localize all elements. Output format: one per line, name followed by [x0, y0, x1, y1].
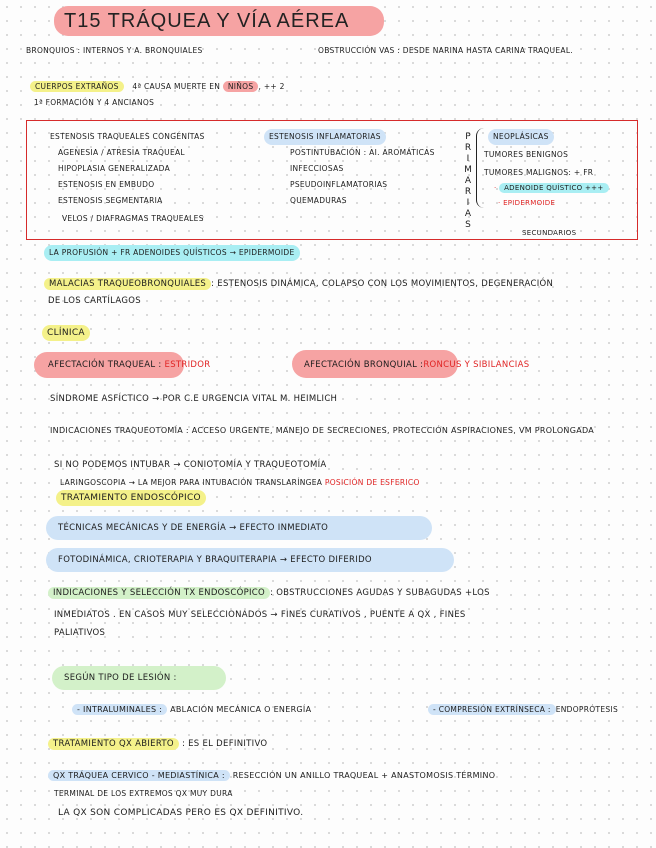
intraluminales-label: - INTRALUMINALES : — [72, 704, 167, 715]
foreign-body-line2: 1ª FORMACIÓN Y 4 ANCIANOS — [34, 98, 155, 107]
foreign-body-label: CUERPOS EXTRAÑOS — [30, 81, 124, 92]
box-left-item: AGENESIA / ATRESIA TRAQUEAL — [58, 148, 185, 157]
box-mid-item: POSTINTUBACIÓN : AI. AROMÁTICAS — [290, 148, 435, 157]
qx-last-line: LA QX SON COMPLICADAS PERO ES QX DEFINITIVO. — [58, 808, 304, 818]
box-right-sub1: · ADENOIDE QUÍSTICO +++ — [494, 181, 609, 195]
laringoscopia: LARINGOSCOPIA → LA MEJOR PARA INTUBACIÓN TRANSLARÍNGEA POSICIÓN DE ESFERICO — [60, 478, 420, 487]
tratamiento-endoscopico: TRATAMIENTO ENDOSCÓPICO — [56, 490, 206, 506]
bronquios-note: BRONQUIOS : INTERNOS Y A. BRONQUIALES — [26, 46, 203, 55]
malacias-line — [44, 277, 553, 291]
box-left-item: VELOS / DIAFRAGMAS TRAQUEALES — [62, 214, 204, 223]
foreign-body-text2: , ++ 2 — [258, 82, 285, 91]
fotodinamica: FOTODINÁMICA, CRIOTERAPIA Y BRAQUITERAPIA → EFECTO DIFERIDO — [58, 555, 372, 565]
intraluminales-text: ABLACIÓN MECÁNICA O ENERGÍA — [170, 705, 312, 714]
clinica-heading: CLÍNICA — [42, 325, 90, 341]
obstruccion-note: OBSTRUCCIÓN VAS : DESDE NARINA HASTA CARINA TRAQUEAL. — [318, 46, 574, 55]
indicaciones-tx-label: INDICACIONES Y SELECCIÓN TX ENDOSCÓPICO — [48, 587, 270, 599]
indicaciones-traqueotomia: INDICACIONES TRAQUEOTOMÍA : ACCESO URGENTE, MANEJO DE SECRECIONES, PROTECCIÓN ASPIRACIONES, VM PROLONGADA — [50, 426, 595, 435]
qx-abierto-label: TRATAMIENTO QX ABIERTO — [48, 738, 179, 750]
secundarios-label: SECUNDARIOS — [522, 229, 577, 237]
box-mid-item: INFECCIOSAS — [290, 164, 344, 173]
malacias-label: MALACIAS TRAQUEOBRONQUIALES — [44, 278, 211, 290]
indicaciones-tx-text3: PALIATIVOS — [54, 628, 106, 638]
qx-abierto-text: : ES EL DEFINITIVO — [181, 739, 268, 749]
si-no-intubar: SI NO PODEMOS INTUBAR → CONIOTOMÍA Y TRAQUEOTOMÍA — [54, 460, 327, 470]
box-right-heading: NEOPLÁSICAS — [488, 129, 554, 145]
box-right-sub2: · EPIDERMOIDE — [498, 199, 556, 207]
qx-traquea-text: RESECCIÓN UN ANILLO TRAQUEAL + ANASTOMOSIS TÉRMINO — [232, 771, 496, 780]
segun-tipo-lesion: SEGÚN TIPO DE LESIÓN : — [64, 673, 177, 683]
compresion-label: - COMPRESIÓN EXTRÍNSECA : — [428, 704, 556, 715]
box-right-item: TUMORES MALIGNOS: + FR — [484, 168, 594, 177]
qx-traquea-text2: TERMINAL DE LOS EXTREMOS QX MUY DURA — [54, 789, 233, 798]
compresion-line — [428, 703, 618, 717]
foreign-body-kids: NIÑOS — [223, 81, 259, 92]
profusion-note: LA PROFUSIÓN + FR ADENOIDES QUÍSTICOS → EPIDERMOIDE — [44, 245, 300, 261]
box-left-item: HIPOPLASIA GENERALIZADA — [58, 164, 171, 173]
primarias-vertical-label: PRIMARIAS — [463, 132, 473, 231]
foreign-body-text: 4ª CAUSA MUERTE EN — [132, 82, 221, 91]
tecnicas-mecanicas: TÉCNICAS MECÁNICAS Y DE ENERGÍA → EFECTO INMEDIATO — [58, 523, 329, 533]
malacias-text: : ESTENOSIS DINÁMICA, COLAPSO CON LOS MOVIMIENTOS, DEGENERACIÓN — [211, 279, 554, 289]
page-title: T15 TRÁQUEA Y VÍA AÉREA — [54, 6, 384, 36]
qx-traquea-line — [48, 769, 495, 783]
box-mid-item: QUEMADURAS — [290, 196, 347, 205]
indicaciones-tx-text2: INMEDIATOS . EN CASOS MUY SELECCIONADOS → FINES CURATIVOS , PUENTE A QX , FINES — [54, 610, 466, 620]
box-left-item: ESTENOSIS TRAQUEALES CONGÉNITAS — [50, 132, 205, 141]
box-right-item: TUMORES BENIGNOS — [484, 150, 569, 159]
qx-traquea-label: QX TRÁQUEA CERVICO - MEDIASTÍNICA : — [48, 770, 230, 781]
box-mid-item: PSEUDOINFLAMATORIAS — [290, 180, 388, 189]
afectacion-bronquial: AFECTACIÓN BRONQUIAL :RONCUS Y SIBILANCIAS — [304, 360, 530, 370]
afectacion-traqueal: AFECTACIÓN TRAQUEAL : ESTRIDOR — [48, 360, 211, 370]
foreign-body-line — [30, 80, 285, 94]
box-left-item: ESTENOSIS EN EMBUDO — [58, 180, 155, 189]
box-mid-heading: ESTENOSIS INFLAMATORIAS — [264, 129, 386, 145]
qx-abierto-line — [48, 737, 267, 751]
intraluminales-line — [72, 703, 311, 717]
box-left-item: ESTENOSIS SEGMENTARIA — [58, 196, 163, 205]
malacias-text2: DE LOS CARTÍLAGOS — [48, 296, 141, 306]
indicaciones-tx-line — [48, 586, 490, 600]
indicaciones-tx-text: : OBSTRUCCIONES AGUDAS Y SUBAGUDAS +LOS — [270, 588, 490, 598]
sindrome-asfictico: SÍNDROME ASFÍCTICO → POR C.E URGENCIA VITAL M. HEIMLICH — [50, 394, 338, 404]
compresion-text: ENDOPRÓTESIS — [555, 705, 619, 714]
